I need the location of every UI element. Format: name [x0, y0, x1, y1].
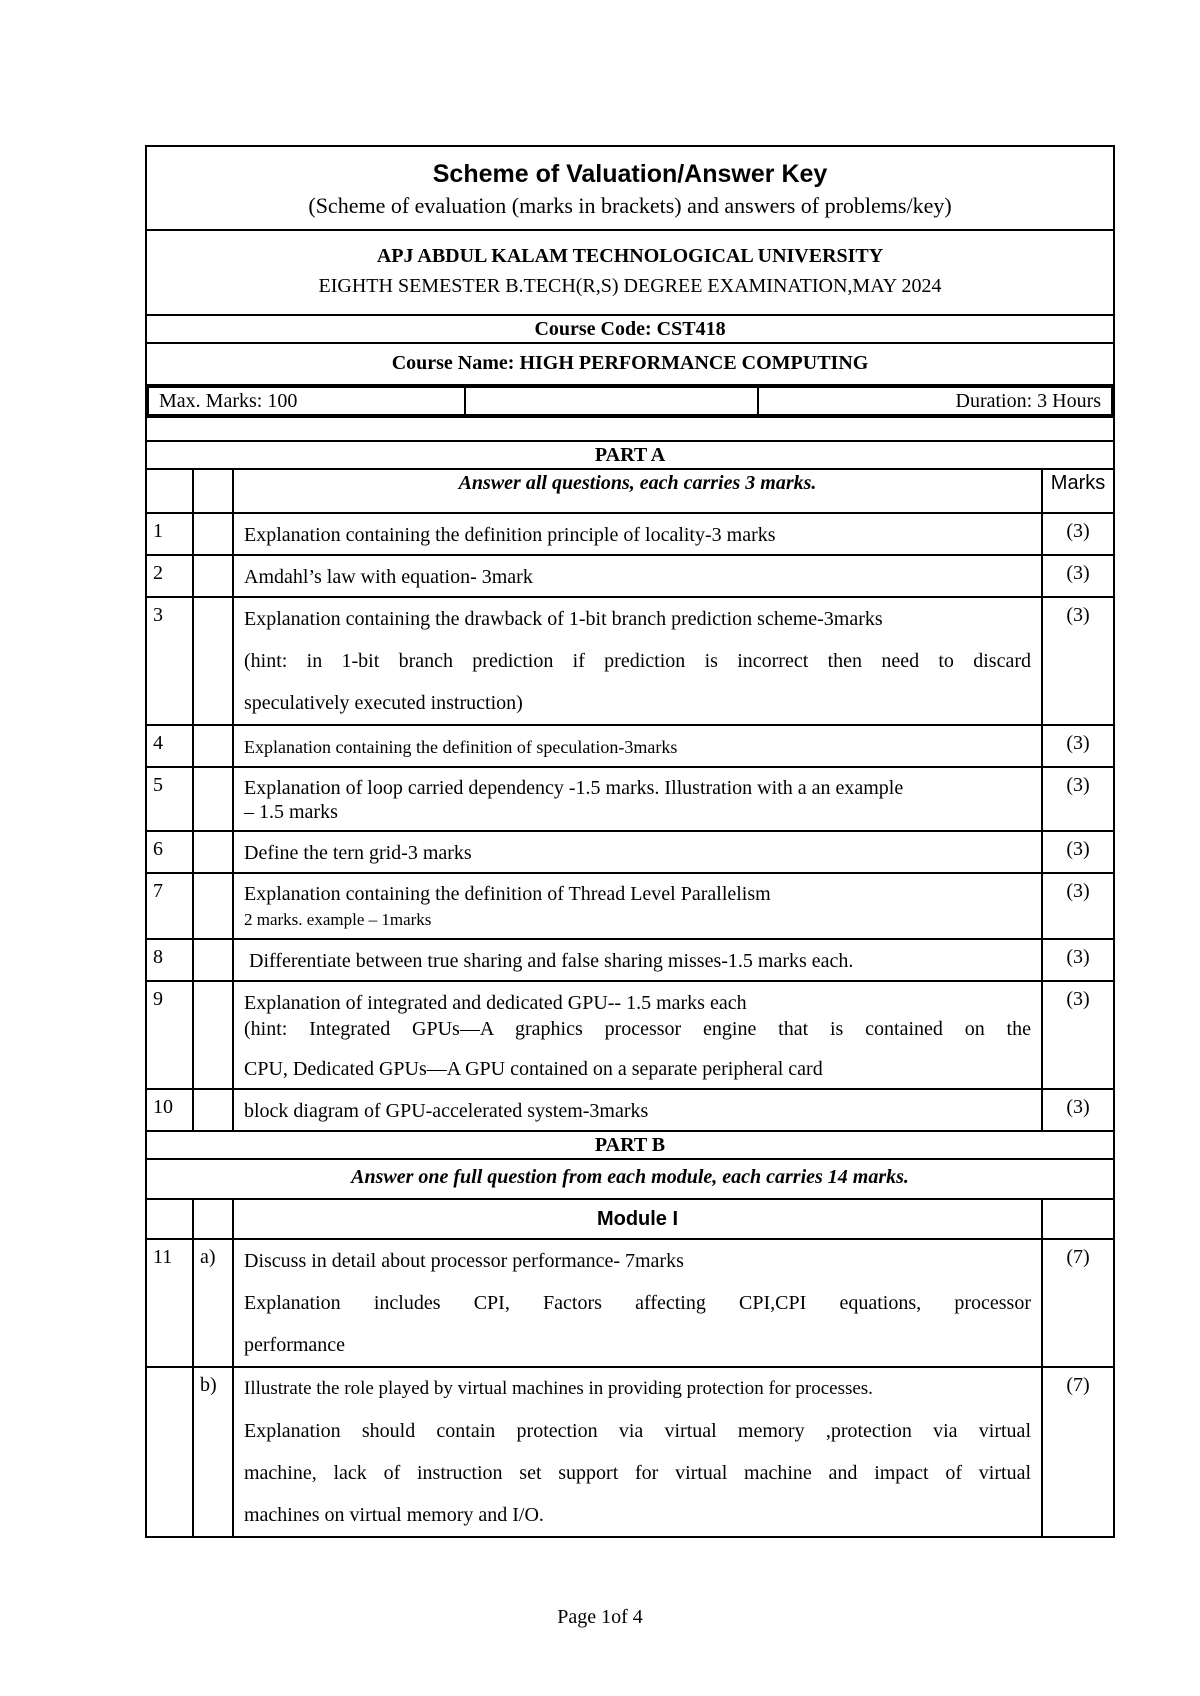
marks-header: Marks	[1042, 469, 1114, 513]
question-text: Amdahl’s law with equation- 3mark	[233, 555, 1042, 597]
question-hint: speculatively executed instruction)	[244, 692, 523, 714]
question-text: Differentiate between true sharing and false sharing misses-1.5 marks each.	[233, 939, 1042, 981]
question-number: 2	[146, 555, 193, 597]
question-number: 9	[146, 981, 193, 1089]
question-row	[146, 1089, 1114, 1131]
question-detail: Explanation includes CPI, Factors affecting CPI,CPI equations, processor	[244, 1292, 1031, 1314]
question-marks: (3)	[1042, 767, 1114, 831]
question-number: 5	[146, 767, 193, 831]
module-title: Module I	[233, 1199, 1042, 1239]
question-text: – 1.5 marks	[244, 801, 338, 823]
question-row	[146, 873, 1114, 939]
question-number: 8	[146, 939, 193, 981]
question-detail: performance	[244, 1334, 346, 1356]
question-text: Explanation containing the drawback of 1-bit branch prediction scheme-3marks	[244, 608, 883, 630]
question-number: 3	[146, 597, 193, 725]
question-marks: (3)	[1042, 981, 1114, 1089]
question-hint: (hint: in 1-bit branch prediction if prediction is incorrect then need to discard	[244, 650, 1031, 672]
part-a-instruction: Answer all questions, each carries 3 marks.	[233, 469, 1042, 513]
question-number: 10	[146, 1089, 193, 1131]
question-row	[146, 555, 1114, 597]
question-row	[146, 767, 1114, 831]
question-text: Explanation containing the definition of Thread Level Parallelism	[244, 883, 771, 905]
question-marks: (3)	[1042, 939, 1114, 981]
question-text: block diagram of GPU-accelerated system-3marks	[233, 1089, 1042, 1131]
question-row	[146, 513, 1114, 555]
question-marks: (3)	[1042, 513, 1114, 555]
question-marks: (3)	[1042, 831, 1114, 873]
question-row	[146, 725, 1114, 767]
question-number: 7	[146, 873, 193, 939]
question-text: Illustrate the role played by virtual machines in providing protection for processes.	[244, 1378, 873, 1399]
question-hint: CPU, Dedicated GPUs—A GPU contained on a separate peripheral card	[244, 1058, 823, 1080]
course-code: Course Code: CST418	[146, 315, 1114, 343]
question-text: Define the tern grid-3 marks	[233, 831, 1042, 873]
answer-key-table	[145, 145, 1115, 1538]
question-marks: (3)	[1042, 555, 1114, 597]
sub-question-label: a)	[193, 1239, 233, 1367]
question-text: Explanation of integrated and dedicated GPU-- 1.5 marks each	[244, 992, 747, 1014]
question-marks: (3)	[1042, 873, 1114, 939]
question-row	[146, 981, 1114, 1089]
question-marks: (7)	[1042, 1367, 1114, 1537]
sub-question-label: b)	[193, 1367, 233, 1537]
part-b-title: PART B	[146, 1131, 1114, 1159]
university-name: APJ ABDUL KALAM TECHNOLOGICAL UNIVERSITY	[376, 245, 884, 267]
question-number: 6	[146, 831, 193, 873]
question-row	[146, 1239, 1114, 1367]
question-row	[146, 831, 1114, 873]
document-title: Scheme of Valuation/Answer Key	[432, 160, 828, 188]
question-marks: (7)	[1042, 1239, 1114, 1367]
question-row	[146, 939, 1114, 981]
question-text: 2 marks. example – 1marks	[244, 910, 432, 929]
question-detail: Explanation should contain protection via virtual memory ,protection via virtual	[244, 1420, 1031, 1442]
question-text: Explanation of loop carried dependency -1.5 marks. Illustration with a an example	[244, 777, 904, 799]
max-marks: Max. Marks: 100	[148, 387, 465, 415]
question-marks: (3)	[1042, 597, 1114, 725]
question-detail: machine, lack of instruction set support for virtual machine and impact of virtual	[244, 1462, 1031, 1484]
document-subtitle: (Scheme of evaluation (marks in brackets) and answers of problems/key)	[308, 193, 952, 218]
question-number: 11	[146, 1239, 193, 1367]
question-marks: (3)	[1042, 1089, 1114, 1131]
question-detail: machines on virtual memory and I/O.	[244, 1504, 544, 1526]
question-row	[146, 1367, 1114, 1537]
question-marks: (3)	[1042, 725, 1114, 767]
part-b-instruction: Answer one full question from each module, each carries 14 marks.	[146, 1159, 1114, 1199]
question-number: 1	[146, 513, 193, 555]
question-row	[146, 597, 1114, 725]
question-hint: (hint: Integrated GPUs—A graphics processor engine that is contained on the	[244, 1018, 1031, 1040]
question-text: Discuss in detail about processor performance- 7marks	[244, 1250, 684, 1272]
page-number: Page 1of 4	[557, 1606, 643, 1628]
exam-name: EIGHTH SEMESTER B.TECH(R,S) DEGREE EXAMINATION,MAY 2024	[318, 275, 942, 297]
question-number: 4	[146, 725, 193, 767]
question-text: Explanation containing the definition of speculation-3marks	[233, 725, 1042, 767]
course-name: Course Name: HIGH PERFORMANCE COMPUTING	[146, 343, 1114, 385]
part-a-title: PART A	[146, 441, 1114, 469]
duration: Duration: 3 Hours	[758, 387, 1112, 415]
question-text: Explanation containing the definition principle of locality-3 marks	[233, 513, 1042, 555]
